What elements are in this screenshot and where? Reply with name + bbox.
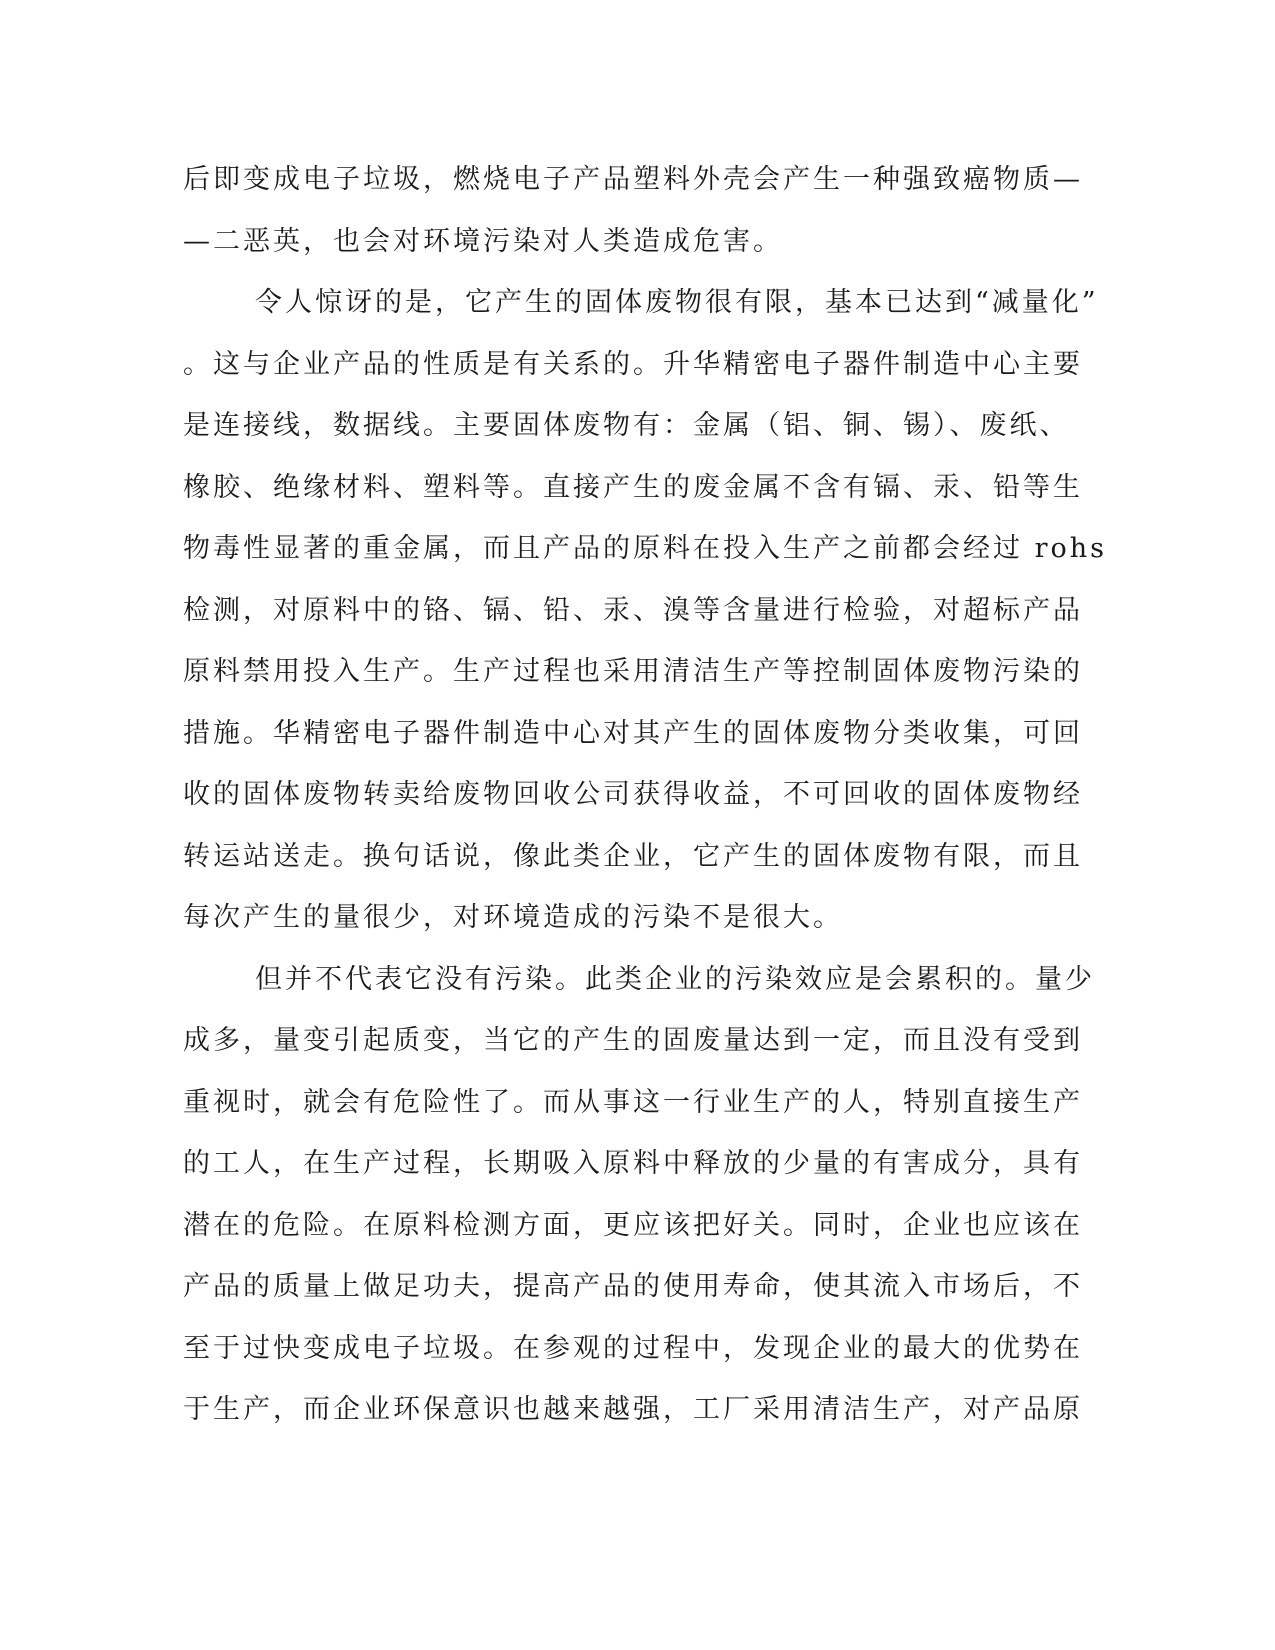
text-line: 潜在的危险。在原料检测方面，更应该把好关。同时，企业也应该在	[183, 1209, 1083, 1241]
text-line: 。这与企业产品的性质是有关系的。升华精密电子器件制造中心主要	[183, 348, 1083, 380]
text-line: 物毒性显著的重金属，而且产品的原料在投入生产之前都会经过 rohs	[183, 533, 1107, 564]
text-line: 重视时，就会有危险性了。而从事这一行业生产的人，特别直接生产	[183, 1086, 1083, 1118]
text-line: 是连接线，数据线。主要固体废物有：金属（铝、铜、锡）、废纸、	[183, 410, 1070, 441]
document-body	[183, 158, 1107, 1450]
text-line: 措施。华精密电子器件制造中心对其产生的固体废物分类收集，可回	[183, 717, 1083, 749]
paragraph-2	[183, 281, 1107, 958]
text-line: 橡胶、绝缘材料、塑料等。直接产生的废金属不含有镉、汞、铅等生	[183, 471, 1083, 503]
text-line: 于生产，而企业环保意识也越来越强，工厂采用清洁生产，对产品原	[183, 1394, 1083, 1425]
text-line: 后即变成电子垃圾，燃烧电子产品塑料外壳会产生一种强致癌物质—	[183, 164, 1083, 195]
text-line: 收的固体废物转卖给废物回收公司获得收益，不可回收的固体废物经	[183, 779, 1083, 810]
paragraph-3	[183, 958, 1095, 1450]
text-line: 的工人，在生产过程，长期吸入原料中释放的少量的有害成分，具有	[183, 1148, 1083, 1179]
text-line: 令人惊讶的是，它产生的固体废物很有限，基本已达到“减量化”	[255, 287, 1099, 318]
text-line: 产品的质量上做足功夫，提高产品的使用寿命，使其流入市场后，不	[183, 1271, 1083, 1302]
text-line: 成多，量变引起质变，当它的产生的固废量达到一定，而且没有受到	[183, 1025, 1083, 1056]
text-line: —二恶英，也会对环境污染对人类造成危害。	[183, 225, 783, 257]
text-line: 转运站送走。换句话说，像此类企业，它产生的固体废物有限，而且	[183, 840, 1083, 872]
text-line: 但并不代表它没有污染。此类企业的污染效应是会累积的。量少	[255, 963, 1095, 995]
text-line: 检测，对原料中的铬、镉、铅、汞、溴等含量进行检验，对超标产品	[183, 594, 1083, 626]
text-line: 每次产生的量很少，对环境造成的污染不是很大。	[183, 902, 843, 933]
text-line: 至于过快变成电子垃圾。在参观的过程中，发现企业的最大的优势在	[183, 1332, 1083, 1364]
paragraph-1	[183, 158, 1083, 281]
text-line: 原料禁用投入生产。生产过程也采用清洁生产等控制固体废物污染的	[183, 656, 1083, 687]
